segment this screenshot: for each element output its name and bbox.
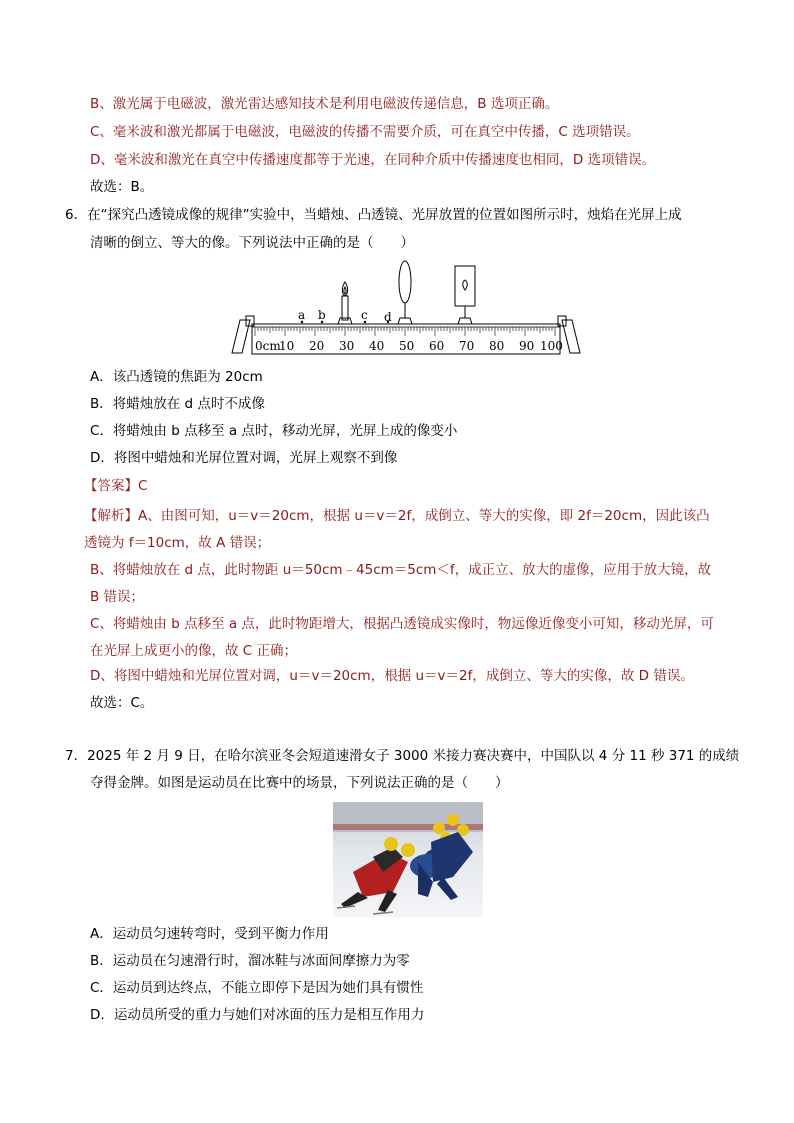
q6-option-d: D．将图中蜡烛和光屏位置对调，光屏上观察不到像 <box>90 450 398 466</box>
prev-analysis-c: C、毫米波和激光都属于电磁波，电磁波的传播不需要介质，可在真空中传播，C 选项错误。 <box>90 124 640 140</box>
prev-analysis-b: B、激光属于电磁波，激光雷达感知技术是利用电磁波传递信息，B 选项正确。 <box>90 96 559 112</box>
point-b-label: b <box>318 308 326 322</box>
scale-label-0: 0cm <box>255 339 281 353</box>
q6-analysis-b: B、将蜡烛放在 d 点，此时物距 u＝50cm﹣45cm＝5cm＜f，成正立、放大的虚像，应用于放大镜，故 B 错误； <box>90 562 712 605</box>
scale-label-10: 10 <box>279 339 295 353</box>
q6-option-b: B．将蜡烛放在 d 点时不成像 <box>90 396 265 412</box>
point-c-label: c <box>361 308 368 322</box>
scale-label-20: 20 <box>309 339 325 353</box>
q7-stem-line2: 夺得金牌。如图是运动员在比赛中的场景，下列说法正确的是（ ） <box>90 775 509 791</box>
scale-label-70: 70 <box>459 339 475 353</box>
scale-label-60: 60 <box>429 339 445 353</box>
scale-label-80: 80 <box>489 339 505 353</box>
q6-analysis-a: 【解析】A、由图可知，u＝v＝20cm，根据 u＝v＝2f，成倒立、等大的实像，即 2f＝20cm，因此该凸透镜为 f＝10cm，故 A 错误； <box>84 508 710 551</box>
q6-stem-line1: 6．在“探究凸透镜成像的规律”实验中，当蜡烛、凸透镜、光屏放置的位置如图所示时，烛焰在光屏上成 <box>65 207 682 223</box>
speed-skating-photo <box>333 802 483 917</box>
point-d-label: d <box>384 310 392 324</box>
q7-option-c: C．运动员到达终点，不能立即停下是因为她们具有惯性 <box>90 980 424 996</box>
scale-ticks <box>255 327 555 336</box>
q7-option-a: A．运动员匀速转弯时，受到平衡力作用 <box>90 926 329 942</box>
q6-option-a: A．该凸透镜的焦距为 20cm <box>90 369 263 385</box>
point-a-label: a <box>298 308 306 322</box>
q7-option-b: B．运动员在匀速滑行时，溜冰鞋与冰面间摩擦力为零 <box>90 953 410 969</box>
q6-final-answer: 故选：C。 <box>90 695 154 711</box>
scale-label-30: 30 <box>339 339 355 353</box>
optical-bench-figure <box>230 258 582 358</box>
scale-label-100: 100 <box>540 339 563 353</box>
q6-analysis-d: D、将图中蜡烛和光屏位置对调，u＝v＝20cm，根据 u＝v＝2f，成倒立、等大的实像，故 D 错误。 <box>90 668 694 684</box>
prev-analysis-d: D、毫米波和激光在真空中传播速度都等于光速，在同种介质中传播速度也相同，D 选项错误。 <box>90 152 656 168</box>
scale-label-50: 50 <box>399 339 415 353</box>
q6-answer: 【答案】C <box>84 478 148 494</box>
scale-label-90: 90 <box>519 339 535 353</box>
q6-stem-line2: 清晰的倒立、等大的像。下列说法中正确的是（ ） <box>90 235 414 251</box>
scale-label-40: 40 <box>369 339 385 353</box>
q7-option-d: D．运动员所受的重力与她们对冰面的压力是相互作用力 <box>90 1007 425 1023</box>
q7-stem-line1: 7．2025 年 2 月 9 日，在哈尔滨亚冬会短道速滑女子 3000 米接力赛决赛中，中国队以 4 分 11 秒 371 的成绩 <box>65 748 740 764</box>
q6-analysis-c: C、将蜡烛由 b 点移至 a 点，此时物距增大，根据凸透镜成实像时，物远像近像变小可知，移动光屏，可在光屏上成更小的像，故 C 正确； <box>90 616 714 659</box>
prev-answer: 故选：B。 <box>90 179 154 195</box>
q6-option-c: C．将蜡烛由 b 点移至 a 点时，移动光屏，光屏上成的像变小 <box>90 423 458 439</box>
